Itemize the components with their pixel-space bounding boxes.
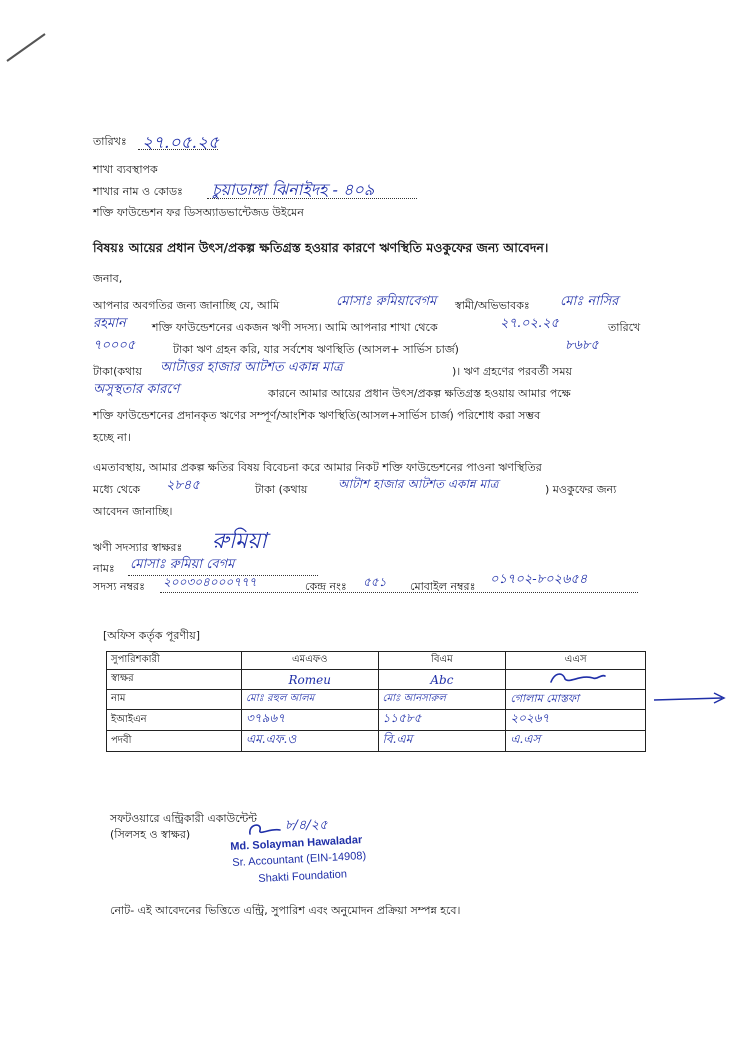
member-name-value: মোসাঃ রুমিয়া বেগম	[130, 557, 235, 572]
mfo-signature: Romeu	[242, 670, 379, 690]
salutation: জনাব,	[93, 272, 123, 285]
office-heading: [অফিস কর্তৃক পূরণীয়]	[103, 629, 200, 642]
mobile-value: ০১৭০২-৮০২৬৫৪	[490, 572, 588, 587]
body-line-2-end: তারিখে	[608, 321, 641, 334]
stamp-org: Shakti Foundation	[258, 868, 348, 885]
bm-name: মোঃ আনসারুল	[378, 690, 506, 710]
branch-underline	[207, 198, 417, 199]
as-signature-scribble	[541, 670, 611, 686]
mfo-name: মোঃ রহুল আলম	[242, 690, 379, 710]
header-recommender: সুপারিশকারী	[107, 652, 242, 670]
office-row-designation	[107, 731, 646, 752]
note-line: নোট- এই আবেদনের ভিত্তিতে এন্ট্রি, সুপারিশ এবং অনুমোদন প্রক্রিয়া সম্পন্ন হবে।	[110, 904, 461, 917]
damage-reason: অসুস্থতার কারণে	[93, 382, 180, 397]
row-label-ein: ইআইএন	[107, 710, 242, 731]
accountant-line-1: সফটওয়ারে এন্ট্রিকারী একাউন্টেন্ট	[110, 812, 257, 825]
stamp-name: Md. Solayman Hawaladar	[230, 834, 363, 853]
mfo-designation: এম.এফ.ও	[242, 731, 379, 752]
accountant-line-2: (সিলসহ ও স্বাক্ষর)	[110, 828, 191, 841]
organization-line: শক্তি ফাউন্ডেশন ফর ডিসঅ্যাডভান্টেজড উইমেন	[93, 206, 304, 219]
para2-line-3: আবেদন জানাচ্ছি।	[93, 505, 173, 518]
as-signature	[506, 670, 646, 690]
bm-ein: ১১৫৮৫	[378, 710, 506, 731]
center-label: কেন্দ্র নংঃ	[305, 580, 347, 593]
date-label: তারিখঃ	[93, 135, 127, 148]
row-label-name: নাম	[107, 690, 242, 710]
subject-line: বিষয়ঃ আয়ের প্রধান উৎস/প্রকল্প ক্ষতিগ্রস্ত হওয়ার কারণে ঋণস্থিতি মওকুফের জন্য আবেদন।	[93, 240, 549, 255]
applicant-name: মোসাঃ রুমিয়াবেগম	[336, 294, 437, 309]
pen-mark	[4, 30, 48, 64]
office-row-ein	[107, 710, 646, 731]
loan-date: ২৭.০২.২৫	[500, 316, 559, 331]
body-line-6: শক্তি ফাউন্ডেশনের প্রদানকৃত ঋণের সম্পূর্ণ/আংশিক ঋণস্থিতি(আসল+সার্ভিস চার্জ) পরিশোধ করা সম্ভব	[93, 409, 541, 422]
office-header-row	[107, 652, 646, 670]
body-line-2-text: শক্তি ফাউন্ডেশনের একজন ঋণী সদস্য। আমি আপনার শাখা থেকে	[152, 321, 438, 334]
para2-line-2-end: ) মওকুফের জন্য	[545, 483, 617, 496]
loan-balance: ৮৬৮৫	[565, 338, 599, 353]
row-label-signature: স্বাক্ষর	[107, 670, 242, 690]
body-line-5-text: কারনে আমার আয়ের প্রধান উৎস/প্রকল্প ক্ষতিগ্রস্ত হওয়ায় আমার পক্ষে	[268, 387, 571, 400]
para2-line-1: এমতাবস্থায়, আমার প্রকল্প ক্ষতির বিষয় বিবেচনা করে আমার নিকট শক্তি ফাউন্ডেশনের পাওনা ঋণস্থিতির	[93, 461, 542, 474]
header-bm: বিএম	[378, 652, 506, 670]
guardian-name-part1: মোঃ নাসির	[560, 294, 619, 309]
bm-signature: Abc	[378, 670, 506, 690]
as-designation: এ.এস	[506, 731, 646, 752]
body-line-7: হচ্ছে না।	[93, 431, 131, 444]
member-signature: রুমিয়া	[212, 529, 267, 554]
member-number-value: ২০০৩০৪০০০৭৭৭	[163, 575, 257, 589]
member-number-underline	[160, 592, 638, 593]
mfo-ein: ৩৭৯৬৭	[242, 710, 379, 731]
office-row-name	[107, 690, 646, 710]
center-value: ৫৫১	[363, 575, 387, 589]
mobile-label: মোবাইল নম্বরঃ	[410, 580, 476, 593]
loan-amount: ৭০০০৫	[93, 338, 136, 353]
branch-value: চুয়াডাঙ্গা ঝিনাইদহ - ৪০৯	[212, 180, 375, 199]
arrow-mark	[652, 688, 730, 712]
row-label-designation: পদবী	[107, 731, 242, 752]
header-as: এএস	[506, 652, 646, 670]
waiver-in-words: আটাশ হাজার আটশত একান্ন মাত্র	[338, 477, 499, 491]
bm-designation: বি.এম	[378, 731, 506, 752]
guardian-name-part2: রহমান	[93, 316, 126, 331]
para2-line-2-mid: টাকা (কথায়	[255, 483, 308, 496]
balance-in-words: আটাত্তর হাজার আটশত একান্ন মাত্র	[160, 360, 343, 375]
header-mfo: এমএফও	[242, 652, 379, 670]
body-line-3-text: টাকা ঋণ গ্রহন করি, যার সর্বশেষ ঋণস্থিতি (আসল+ সার্ভিস চার্জ)	[173, 343, 459, 356]
body-line-4-start: টাকা(কথায়	[93, 365, 142, 378]
office-row-signature	[107, 670, 646, 690]
member-signature-label: ঋণী সদস্যার স্বাক্ষরঃ	[93, 541, 183, 554]
date-underline	[138, 149, 218, 150]
guardian-label: স্বামী/অভিভাবকঃ	[455, 299, 530, 312]
as-name: গোলাম মোস্তফা	[506, 690, 646, 710]
branch-manager: শাখা ব্যবস্থাপক	[93, 163, 158, 176]
as-ein: ২০২৬৭	[506, 710, 646, 731]
waiver-amount: ২৮৪৫	[166, 478, 200, 493]
body-line-1-text: আপনার অবগতির জন্য জানাচ্ছি যে, আমি	[93, 299, 280, 312]
branch-label: শাখার নাম ও কোডঃ	[93, 185, 183, 198]
office-table	[106, 651, 646, 752]
para2-line-2-start: মধ্যে থেকে	[93, 483, 141, 496]
accountant-sign-date: ৮/৪/২৫	[285, 818, 328, 833]
date-value: ২৭.০৫.২৫	[142, 133, 220, 153]
member-number-label: সদস্য নম্বরঃ	[93, 580, 145, 593]
body-line-4-end: )। ঋণ গ্রহণের পরবর্তী সময়	[452, 365, 572, 378]
stamp-title: Sr. Accountant (EIN-14908)	[232, 849, 367, 869]
member-name-label: নামঃ	[93, 562, 115, 575]
